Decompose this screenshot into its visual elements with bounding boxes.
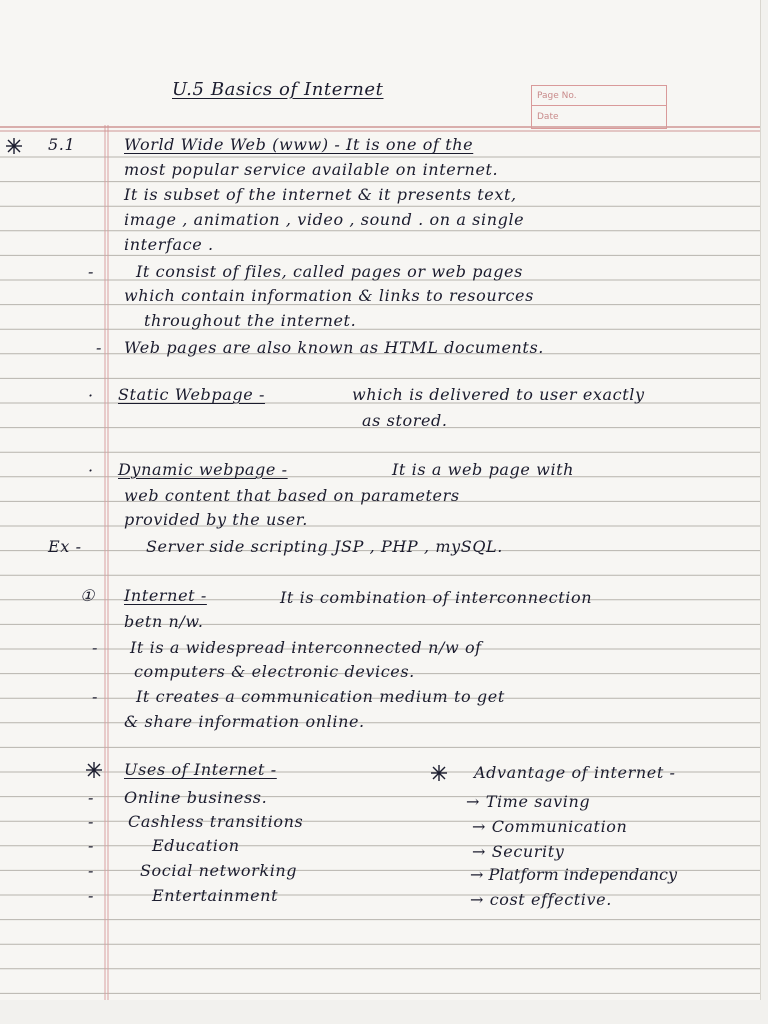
list-item: → cost effective. — [470, 890, 612, 909]
page-no-label: Page No. — [532, 86, 666, 106]
text-line: provided by the user. — [124, 510, 308, 529]
term-heading: Advantage of internet - — [474, 763, 676, 782]
dash-bullet: - — [96, 338, 103, 357]
list-item: Online business. — [124, 788, 268, 807]
dash-bullet: - — [88, 861, 95, 880]
text-line: computers & electronic devices. — [134, 662, 415, 681]
dash-bullet: - — [88, 886, 95, 905]
text-line: It is combination of interconnection — [280, 588, 593, 607]
list-item: → Time saving — [466, 792, 591, 811]
list-item: Social networking — [140, 861, 298, 880]
unit-title: U.5 Basics of Internet — [172, 79, 384, 100]
dash-bullet: - — [88, 262, 95, 281]
dot-bullet: · — [88, 386, 94, 405]
page-date-stamp — [531, 85, 667, 129]
list-item: → Platform independancy — [470, 865, 678, 884]
text-line: which contain information & links to resources — [124, 286, 534, 305]
term-heading: Internet - — [124, 586, 207, 605]
text-line: web content that based on parameters — [124, 486, 460, 505]
text-line: which is delivered to user exactly — [352, 385, 645, 404]
text-line: It is subset of the internet & it presents text, — [124, 185, 517, 204]
text-line: It is a web page with — [392, 460, 575, 479]
text-line: Web pages are also known as HTML documents. — [124, 338, 544, 357]
text-line: interface . — [124, 235, 214, 254]
section-number: 5.1 — [48, 135, 76, 154]
text-line: World Wide Web (www) - It is one of the — [124, 135, 474, 154]
text-line: as stored. — [362, 411, 448, 430]
list-item: Cashless transitions — [128, 812, 304, 831]
text-line: image , animation , video , sound . on a single — [124, 210, 525, 229]
star-bullet-2 — [86, 762, 102, 778]
dash-bullet: - — [88, 788, 95, 807]
circled-number: ① — [80, 586, 95, 605]
term-heading: Dynamic webpage - — [118, 460, 288, 479]
list-item: Entertainment — [152, 886, 279, 905]
text-line: It is a widespread interconnected n/w of — [130, 638, 482, 657]
list-item: → Communication — [472, 817, 628, 836]
term-heading: Uses of Internet - — [124, 760, 277, 779]
example-label: Ex - — [48, 537, 82, 556]
text-line: It consist of files, called pages or web pages — [136, 262, 523, 281]
list-item: Education — [152, 836, 240, 855]
term-heading: Static Webpage - — [118, 385, 265, 404]
dash-bullet: - — [92, 687, 99, 706]
text-line: It creates a communication medium to get — [136, 687, 505, 706]
dash-bullet: - — [88, 836, 95, 855]
text-line: throughout the internet. — [144, 311, 357, 330]
star-bullet-3 — [431, 765, 447, 781]
dash-bullet: - — [88, 812, 95, 831]
text-line: & share information online. — [124, 712, 365, 731]
text-line: most popular service available on internet. — [124, 160, 499, 179]
list-item: → Security — [472, 842, 565, 861]
dash-bullet: - — [92, 638, 99, 657]
dot-bullet: · — [88, 461, 94, 480]
text-line: Server side scripting JSP , PHP , mySQL. — [146, 537, 503, 556]
date-label: Date — [537, 112, 559, 122]
text-line: betn n/w. — [124, 612, 204, 631]
